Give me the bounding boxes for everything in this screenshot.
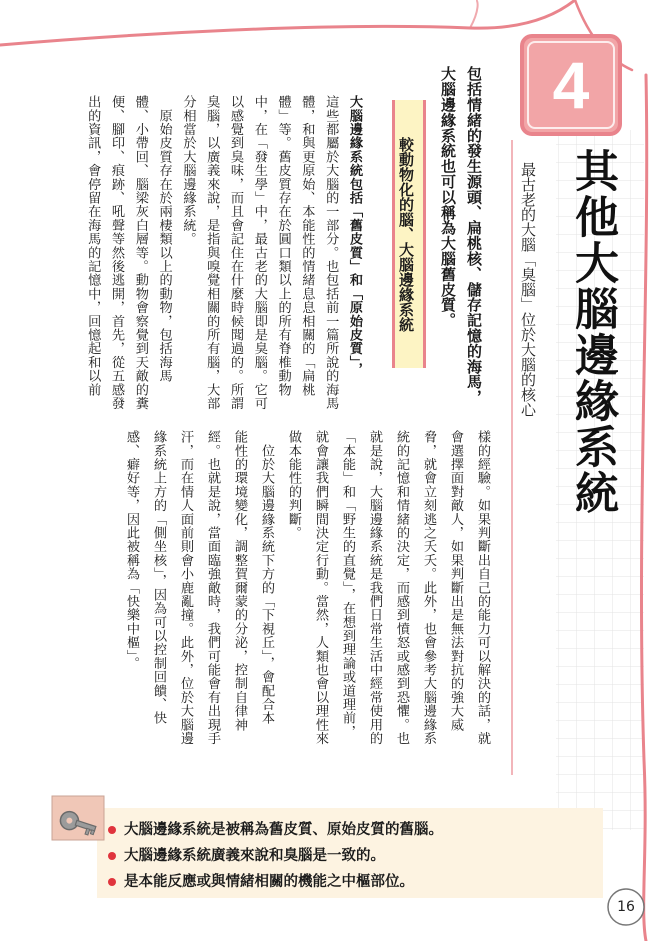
body-right-line: 以感覺到臭味，而且會記住在什麼時候聞過的。所謂 (228, 95, 244, 411)
body-left-line: 統的記憶和情緒的決定，而感到憤怒或感到恐懼。也 (394, 430, 409, 746)
chalk-line-top (0, 0, 575, 45)
body-left-line: 脅，就會立刻逃之夭夭。此外，也會參考大腦邊緣系 (421, 430, 436, 746)
chapter-subtitle: 最古老的大腦「臭腦」位於大腦的核心 (519, 162, 537, 417)
body-left-line: 緣系統上方的「側坐核」，因為可以控制回饋、快 (151, 430, 166, 725)
body-right-line: 大腦邊緣系統包括「舊皮質」和「原始皮質」， (347, 95, 362, 377)
body-left-line: 會選擇面對敵人，如果判斷出是無法對抗的強大威 (448, 430, 463, 732)
body-right-line: 這些都屬於大腦的一部分。也包括前一篇所說的海馬 (323, 95, 339, 411)
key-point-text: 大腦邊緣系統廣義來說和臭腦是一致的。 (124, 848, 385, 864)
body-left-line: 汗，而在情人面前則會小鹿亂撞。此外，位於大腦邊 (178, 430, 193, 746)
chapter-title: 其他大腦邊緣系統 (567, 148, 618, 516)
bullet-icon (108, 852, 116, 860)
body-right-line: 體」等。舊皮質存在於圓口類以上的所有脊椎動物 (275, 95, 291, 397)
chalk-line-branch (470, 0, 478, 28)
body-left-line: 樣的經驗。如果判斷出自己的能力可以解決的話，就 (475, 430, 490, 746)
body-left-line: 經。也就是說，當面臨強敵時，我們可能會有出現手 (205, 430, 220, 746)
body-right-line: 便、腳印、痕跡、吼聲等然後逃開，首先，從五感發 (109, 95, 125, 411)
body-right-line: 體、小帶回、腦梁灰白層等。動物會察覺到天敵的糞 (132, 95, 148, 411)
page-number: 16 (617, 899, 635, 915)
body-right-line: 原始皮質存在於兩棲類以上的動物，包括海馬 (156, 95, 172, 383)
body-left-line: 感、癖好等，因此被稱為「快樂中樞」。 (124, 430, 139, 670)
body-left-line: 就會讓我們瞬間決定行動。當然，人類也會以理性來 (313, 430, 328, 746)
body-left-line: 能性的環境變化，調整賀爾蒙的分泌，控制自律神 (232, 430, 247, 732)
intro-line-1: 包括情緒的發生源頭、扁桃核、儲存記憶的海馬， (465, 66, 483, 405)
body-right-line: 分相當於大腦邊緣系統。 (180, 95, 196, 246)
body-left-line: 做本能性的判斷。 (286, 430, 301, 540)
body-right-column (80, 95, 366, 415)
body-right-line: 出的資訊，會停留在海馬的記憶中，回憶起和以前 (85, 95, 101, 397)
body-left-line: 「本能」和「野生的直覺」，在想到理論或道理前， (340, 430, 355, 739)
key-point-text: 大腦邊緣系統是被稱為舊皮質、原始皮質的舊腦。 (124, 822, 443, 838)
bullet-icon (108, 878, 116, 886)
body-left-column (118, 430, 496, 768)
key-point (108, 846, 385, 866)
body-right-line: 中，在「發生學」中，最古老的大腦即是臭腦。它可 (251, 95, 267, 411)
sidebar-heading: 較動物化的腦、大腦邊緣系統 (392, 100, 426, 368)
body-right-line: 臭腦，以廣義來說，是指與嗅覺相關的所有腦，大部 (204, 95, 220, 411)
body-left-line: 位於大腦邊緣系統下方的「下視丘」，會配合本 (259, 430, 274, 725)
intro-line-2: 大腦邊緣系統也可以稱為大腦舊皮質。 (439, 66, 457, 328)
key-point (108, 820, 443, 840)
key-point-text: 是本能反應或與情緒相關的機能之中樞部位。 (124, 874, 414, 890)
body-right-line: 體，和與更原始、本能性的情緒息息相關的「扁桃 (299, 95, 315, 397)
key-point (108, 872, 414, 892)
bullet-icon (108, 826, 116, 834)
chapter-number: 4 (552, 48, 590, 122)
body-left-line: 就是說，大腦邊緣系統是我們日常生活中經常使用的 (367, 430, 382, 746)
